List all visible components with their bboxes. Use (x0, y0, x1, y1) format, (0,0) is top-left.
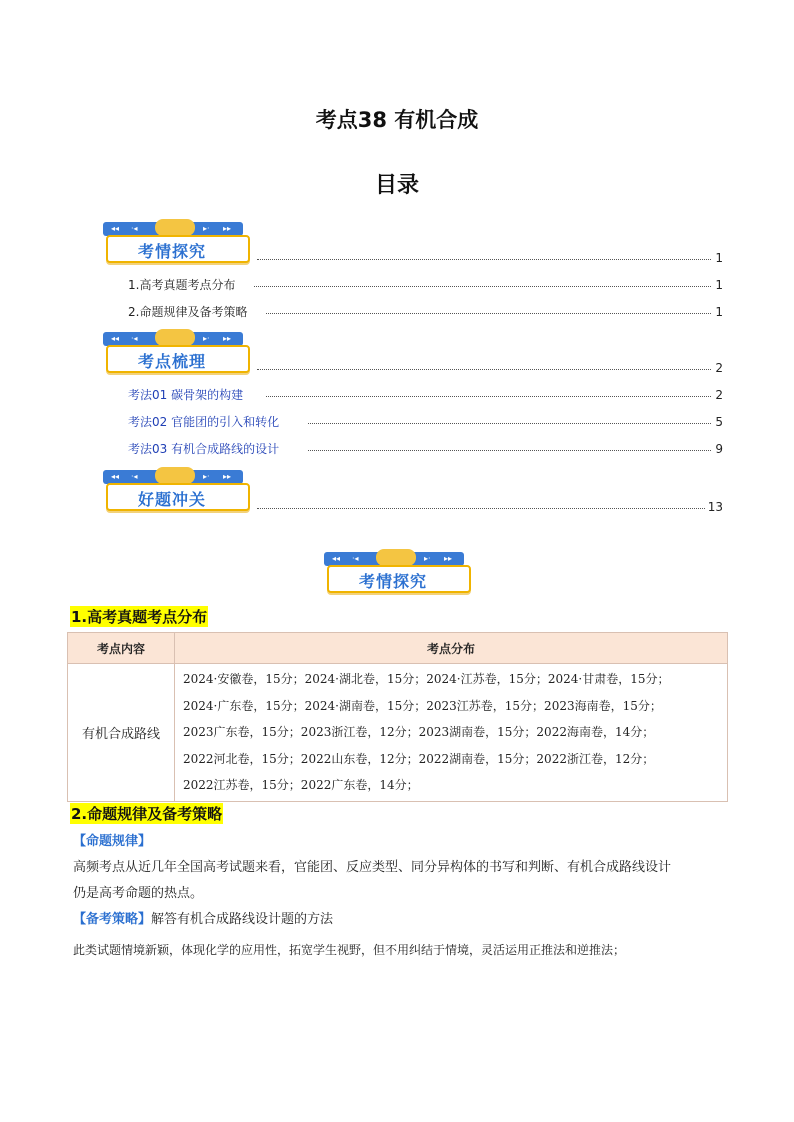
table-line: 2022江苏卷，15分；2022广东卷，14分； (183, 778, 419, 792)
table-line: 2022河北卷，15分；2022山东卷，12分；2022湖南卷，15分；2022浙江卷，12分； (183, 751, 655, 766)
toc-entry-3[interactable] (128, 387, 723, 403)
toc-label: 1.高考真题考点分布 (128, 278, 236, 292)
toc-page: 1 (715, 305, 723, 319)
exam-distribution-table (67, 632, 728, 802)
table-row (68, 664, 728, 802)
toc-entry-haoti[interactable] (257, 499, 723, 515)
page-title: 考点38 有机合成 (315, 108, 479, 132)
toc-entry-kaodian[interactable] (257, 360, 723, 376)
toc-label: 考法03 有机合成路线的设计 (128, 442, 280, 456)
table-line: 2023广东卷，15分；2023浙江卷，12分；2023湖南卷，15分；2022海南卷，14分； (183, 725, 655, 739)
strategy-line (73, 907, 333, 933)
table-line: 2024·广东卷，15分；2024·湖南卷，15分；2023江苏卷，15分；2023海南卷，15分； (183, 698, 662, 713)
toc-page: 13 (707, 500, 723, 514)
badge-kaodian-label: 考点梳理 (138, 352, 207, 371)
toc-page: 9 (715, 442, 723, 456)
toc-entry-kaoqing[interactable] (257, 250, 723, 266)
strategy-text: 此类试题情境新颖，体现化学的应用性，拓宽学生视野，但不用纠结于情境，灵活运用正推法和逆推法； (73, 943, 626, 957)
badge-kaoqing-label: 考情探究 (138, 242, 207, 261)
table-cell: 有机合成路线 (68, 664, 175, 802)
table-header: 考点分布 (175, 633, 728, 664)
toc-label: 考法02 官能团的引入和转化 (128, 415, 280, 429)
badge-kaoqing: ◂◂ ·◂ ▸· ▸▸ 考情探究 (103, 222, 248, 264)
toc-label: 考法01 碳骨架的构建 (128, 388, 244, 402)
table-cell (175, 664, 728, 802)
toc-page: 2 (715, 361, 723, 375)
toc-entry-2[interactable] (128, 304, 723, 320)
table-line: 2024·安徽卷，15分；2024·湖北卷，15分；2024·江苏卷，15分；2024·甘肃卷，15分； (183, 672, 670, 686)
section1-heading: 1.高考真题考点分布 (71, 608, 208, 626)
rule-label: 【命题规律】 (73, 834, 152, 849)
toc-page: 1 (715, 251, 723, 265)
toc-entry-4[interactable] (128, 414, 723, 430)
table-header: 考点内容 (68, 633, 175, 664)
badge-kaoqing-section-label: 考情探究 (359, 572, 428, 591)
badge-kaodian: ◂◂ ·◂ ▸· ▸▸ 考点梳理 (103, 332, 248, 374)
toc-page: 1 (715, 278, 723, 292)
toc-entry-1[interactable] (128, 277, 723, 293)
toc-title: 目录 (374, 173, 419, 198)
toc-entry-5[interactable] (128, 441, 723, 457)
rule-text-1: 高频考点从近几年全国高考试题来看，官能团、反应类型、同分异构体的书写和判断、有机合成路线设计 (73, 860, 672, 875)
badge-kaoqing-section: ◂◂ ·◂ ▸· ▸▸ 考情探究 (324, 552, 469, 594)
strategy-title: 解答有机合成路线设计题的方法 (151, 912, 334, 927)
rule-text-2: 仍是高考命题的热点。 (73, 886, 204, 901)
toc-page: 5 (715, 415, 723, 429)
badge-haoti-label: 好题冲关 (138, 490, 207, 509)
badge-haoti: ◂◂ ·◂ ▸· ▸▸ 好题冲关 (103, 470, 248, 512)
toc-label: 2.命题规律及备考策略 (128, 305, 248, 319)
toc-page: 2 (715, 388, 723, 402)
section2-heading: 2.命题规律及备考策略 (71, 805, 223, 823)
strategy-label: 【备考策略】 (73, 912, 152, 927)
